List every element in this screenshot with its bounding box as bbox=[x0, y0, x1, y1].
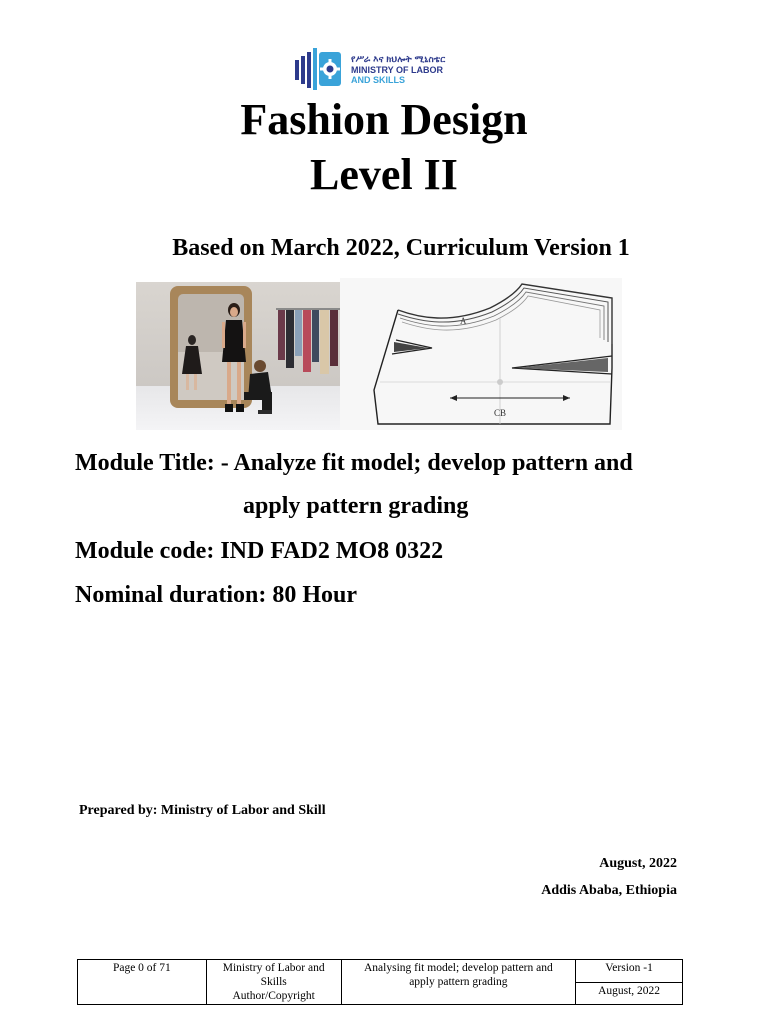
curriculum-version: Based on March 2022, Curriculum Version 1 bbox=[172, 235, 630, 261]
footer-date bbox=[576, 982, 683, 1005]
footer-owner-line3: Author/Copyright bbox=[232, 990, 315, 1002]
footer-owner bbox=[206, 960, 341, 1005]
module-title-line1: Module Title: - Analyze fit model; develop pattern and bbox=[75, 450, 633, 476]
publication-date: August, 2022 bbox=[599, 856, 677, 871]
pattern-label-cb: CB bbox=[493, 408, 507, 418]
footer-module-name bbox=[341, 960, 576, 1005]
trouser-pattern-drawing bbox=[340, 278, 622, 430]
footer-owner-line2: Skills bbox=[260, 976, 287, 988]
pattern-diagram bbox=[340, 278, 622, 430]
footer-date-text: August, 2022 bbox=[598, 984, 661, 997]
page-footer-table bbox=[77, 959, 683, 1005]
module-code: Module code: IND FAD2 MO8 0322 bbox=[75, 538, 444, 564]
document-title-line2: Level II bbox=[310, 150, 458, 199]
logo-amharic-text: የሥራ እና ክህሎት ሚኒስቴር bbox=[351, 54, 446, 64]
ministry-emblem-icon bbox=[295, 48, 345, 90]
module-title-line2: apply pattern grading bbox=[243, 493, 469, 519]
footer-owner-line1: Ministry of Labor and bbox=[222, 962, 325, 974]
prepared-by: Prepared by: Ministry of Labor and Skill bbox=[79, 803, 326, 818]
publication-place: Addis Ababa, Ethiopia bbox=[541, 883, 677, 898]
footer-page-text: Page 0 of 71 bbox=[112, 962, 171, 974]
footer-module-line1: Analysing fit model; develop pattern and bbox=[364, 962, 553, 974]
fitting-session-photo bbox=[136, 282, 340, 430]
document-title-line1: Fashion Design bbox=[240, 95, 528, 144]
footer-version-text: Version -1 bbox=[605, 962, 653, 974]
footer-version bbox=[576, 960, 683, 983]
logo-english-line2: AND SKILLS bbox=[351, 75, 405, 85]
logo-english-line1: MINISTRY OF LABOR bbox=[351, 65, 443, 75]
nominal-duration: Nominal duration: 80 Hour bbox=[75, 582, 358, 608]
logo-wordmark bbox=[351, 54, 445, 85]
ministry-logo bbox=[295, 46, 470, 92]
footer-module-line2: apply pattern grading bbox=[409, 976, 508, 988]
pattern-label-a: A bbox=[460, 316, 467, 326]
footer-page-number bbox=[78, 960, 207, 1005]
fitting-photo-image bbox=[136, 282, 340, 430]
